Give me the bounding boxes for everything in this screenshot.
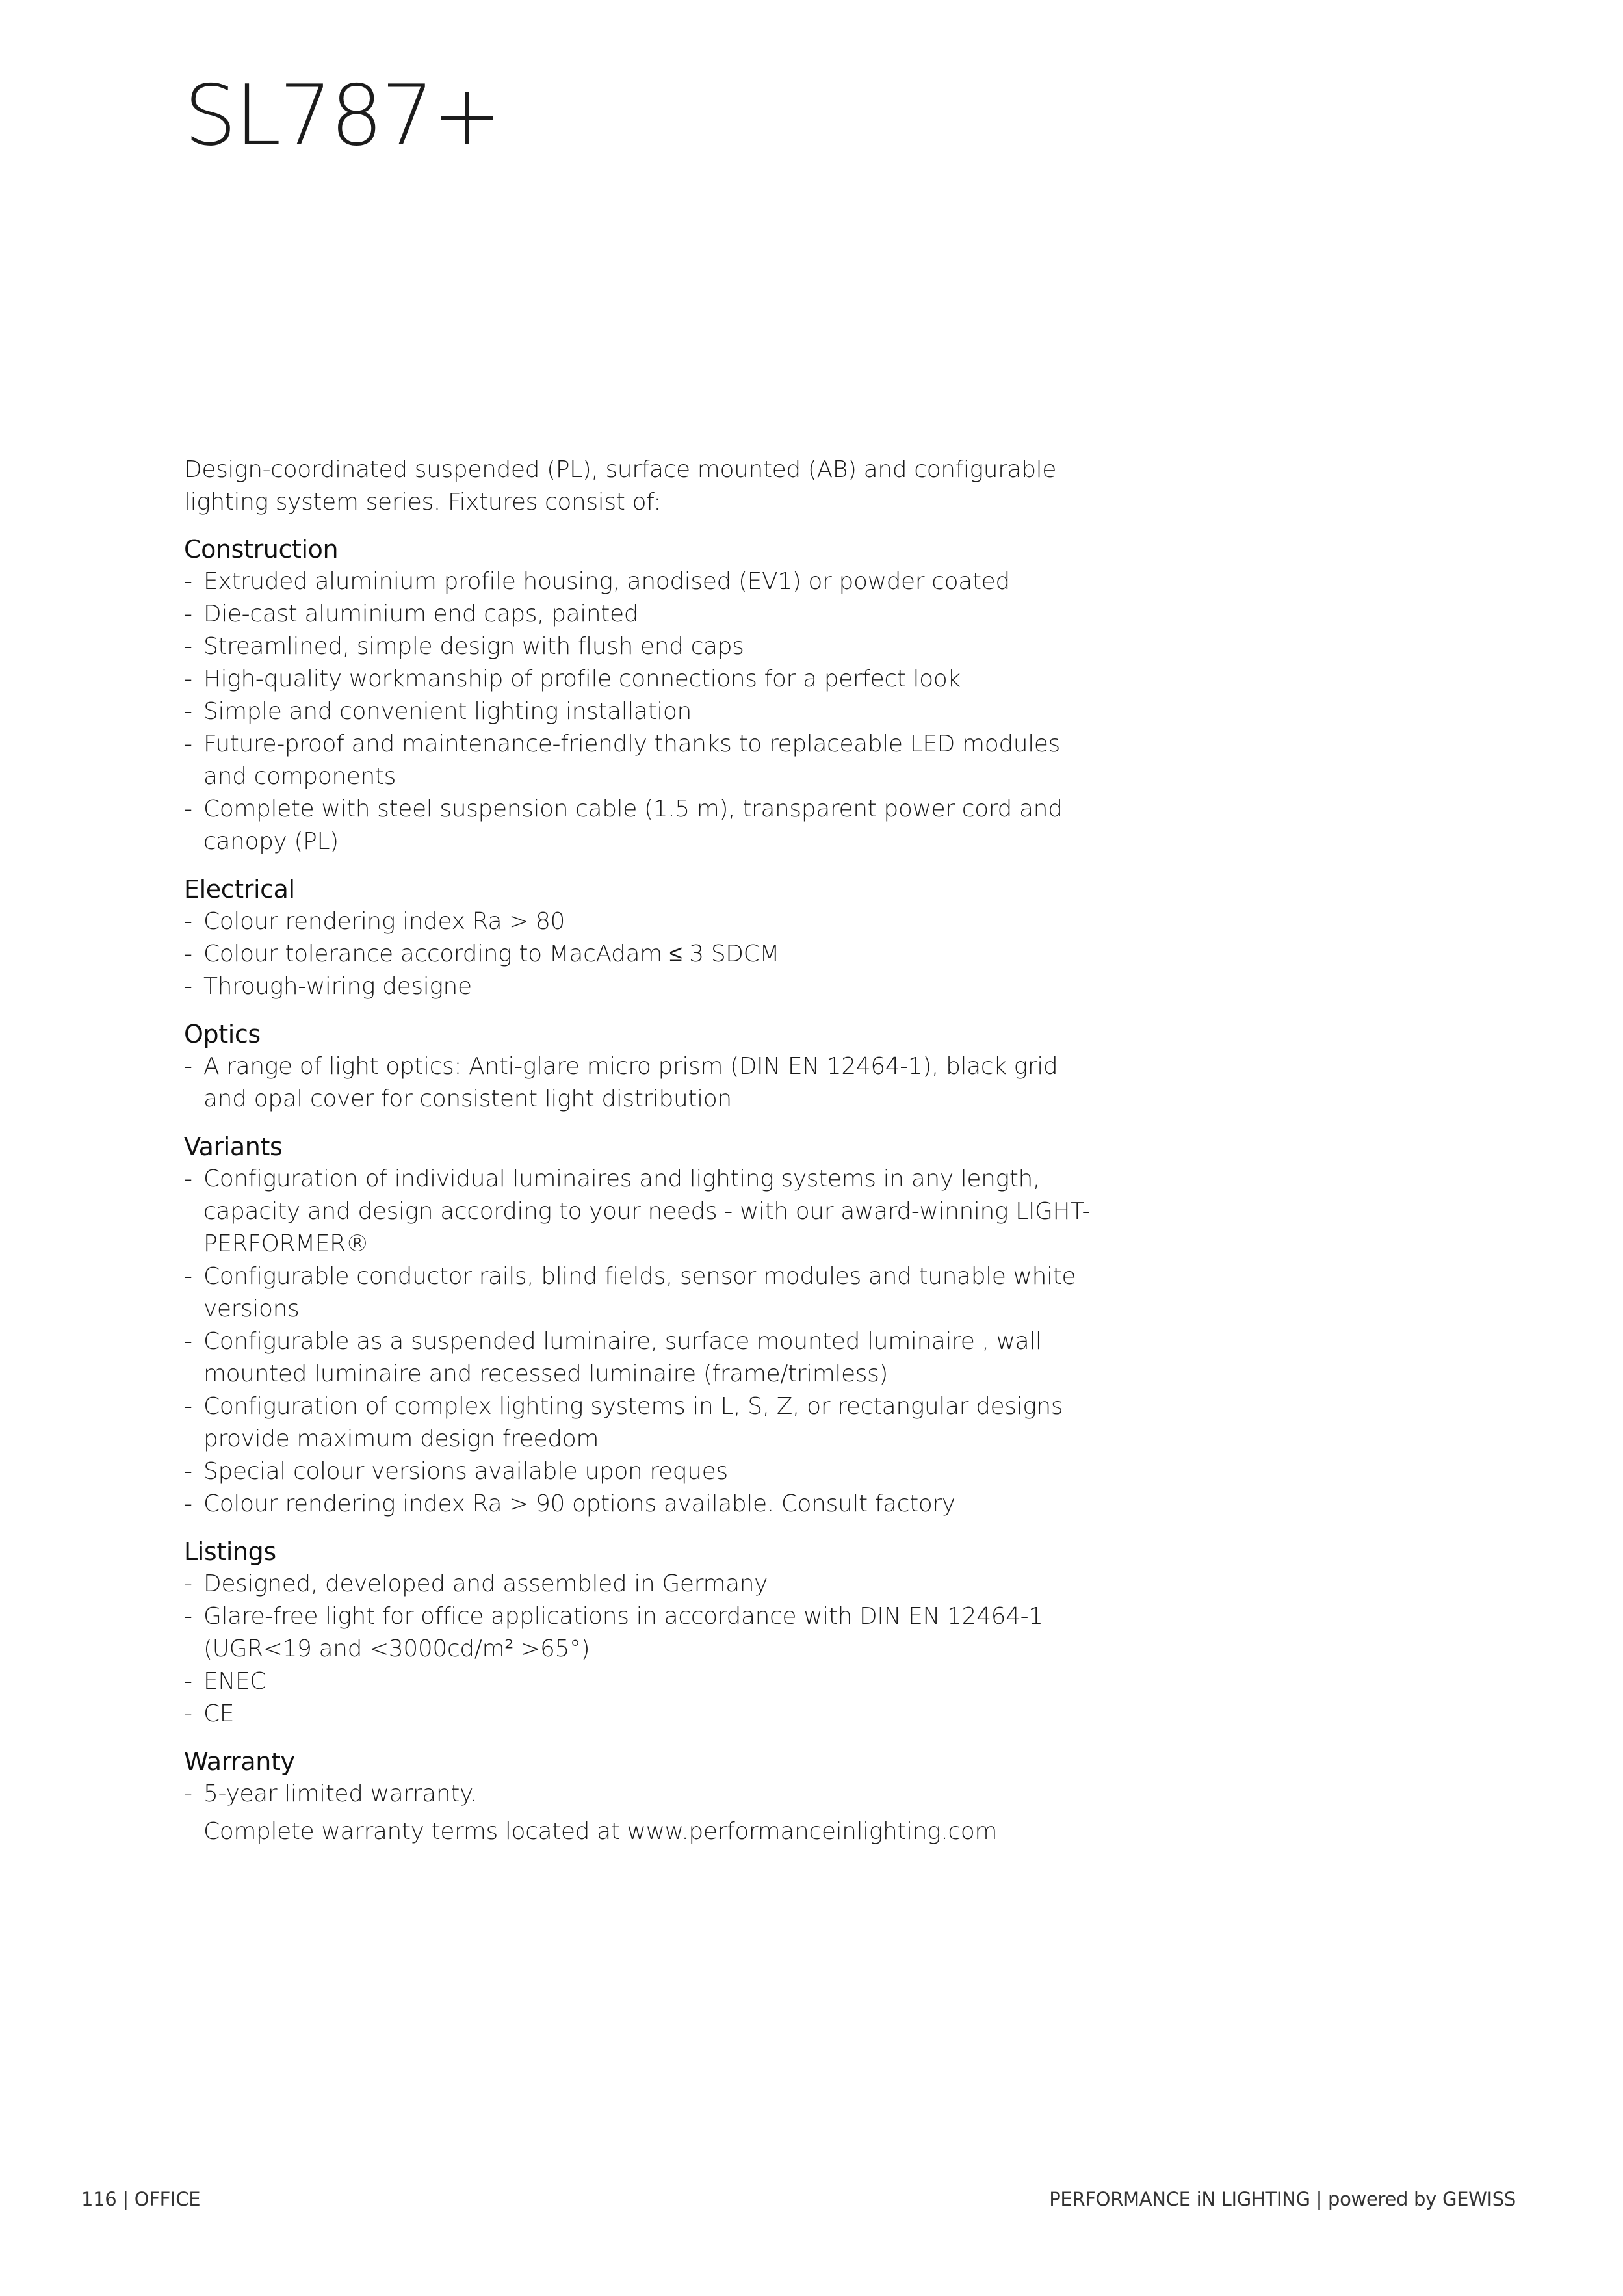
section-optics: [184, 1018, 1094, 1115]
section-warranty: [184, 1745, 1094, 1848]
section-variants: [184, 1130, 1094, 1520]
list-item: - Die-cast aluminium end caps, painted: [184, 598, 1094, 631]
spec-content: [184, 454, 1094, 1863]
warranty-note: Complete warranty terms located at www.performanceinlighting.com: [203, 1818, 998, 1845]
page-title: SL787+: [184, 68, 500, 164]
list-item: - Colour tolerance according to MacAdam ≤ 3 SDCM: [184, 938, 1094, 971]
list-item: - High-quality workmanship of profile connections for a perfect look: [184, 663, 1094, 696]
list-item: - Configuration of individual luminaires and lighting systems in any length, capacity and design according to your needs - with our award-winning LIGHT-PERFORMER®: [184, 1163, 1094, 1260]
section-title: Optics: [184, 1020, 261, 1049]
intro-paragraph: Design-coordinated suspended (PL), surface mounted (AB) and configurable lighting system series. Fixtures consist of:: [184, 456, 1056, 515]
variants-list: [184, 1163, 1094, 1520]
construction-list: [184, 566, 1094, 858]
list-item: - Configurable as a suspended luminaire, surface mounted luminaire , wall mounted luminaire and recessed luminaire (frame/trimless): [184, 1325, 1094, 1390]
section-listings: [184, 1535, 1094, 1730]
list-item: - Extruded aluminium profile housing, anodised (EV1) or powder coated: [184, 566, 1094, 598]
list-item: - Glare-free light for office applications in accordance with DIN EN 12464-1 (UGR<19 and <3000cd/m² >65°): [184, 1600, 1094, 1665]
list-item: - Colour rendering index Ra > 90 options available. Consult factory: [184, 1488, 1094, 1520]
list-item: - Designed, developed and assembled in Germany: [184, 1568, 1094, 1600]
section-title: Variants: [184, 1132, 283, 1161]
warranty-list: [184, 1778, 1094, 1810]
list-item: - Future-proof and maintenance-friendly thanks to replaceable LED modules and components: [184, 728, 1094, 793]
footer-brand: PERFORMANCE iN LIGHTING | powered by GEWISS: [1049, 2188, 1516, 2210]
list-item: - Configuration of complex lighting systems in L, S, Z, or rectangular designs provide maximum design freedom: [184, 1390, 1094, 1455]
list-item: - Streamlined, simple design with flush end caps: [184, 631, 1094, 663]
list-item: - CE: [184, 1698, 1094, 1730]
section-title: Electrical: [184, 875, 295, 904]
list-item: - A range of light optics: Anti-glare micro prism (DIN EN 12464-1), black grid and opal cover for consistent light distribution: [184, 1050, 1094, 1115]
listings-list: [184, 1568, 1094, 1730]
list-item: - Simple and convenient lighting installation: [184, 696, 1094, 728]
list-item: - Complete with steel suspension cable (1.5 m), transparent power cord and canopy (PL): [184, 793, 1094, 858]
list-item: - Through-wiring designe: [184, 971, 1094, 1003]
electrical-list: [184, 906, 1094, 1003]
section-construction: [184, 533, 1094, 858]
section-title: Warranty: [184, 1747, 295, 1776]
list-item: - Special colour versions available upon reques: [184, 1455, 1094, 1488]
section-title: Construction: [184, 535, 339, 564]
optics-list: [184, 1050, 1094, 1115]
list-item: - 5-year limited warranty.: [184, 1778, 1094, 1810]
section-title: Listings: [184, 1537, 276, 1566]
section-electrical: [184, 873, 1094, 1003]
footer-page-label: 116 | OFFICE: [81, 2188, 201, 2210]
list-item: - Colour rendering index Ra > 80: [184, 906, 1094, 938]
list-item: - ENEC: [184, 1665, 1094, 1698]
list-item: - Configurable conductor rails, blind fields, sensor modules and tunable white versions: [184, 1260, 1094, 1325]
